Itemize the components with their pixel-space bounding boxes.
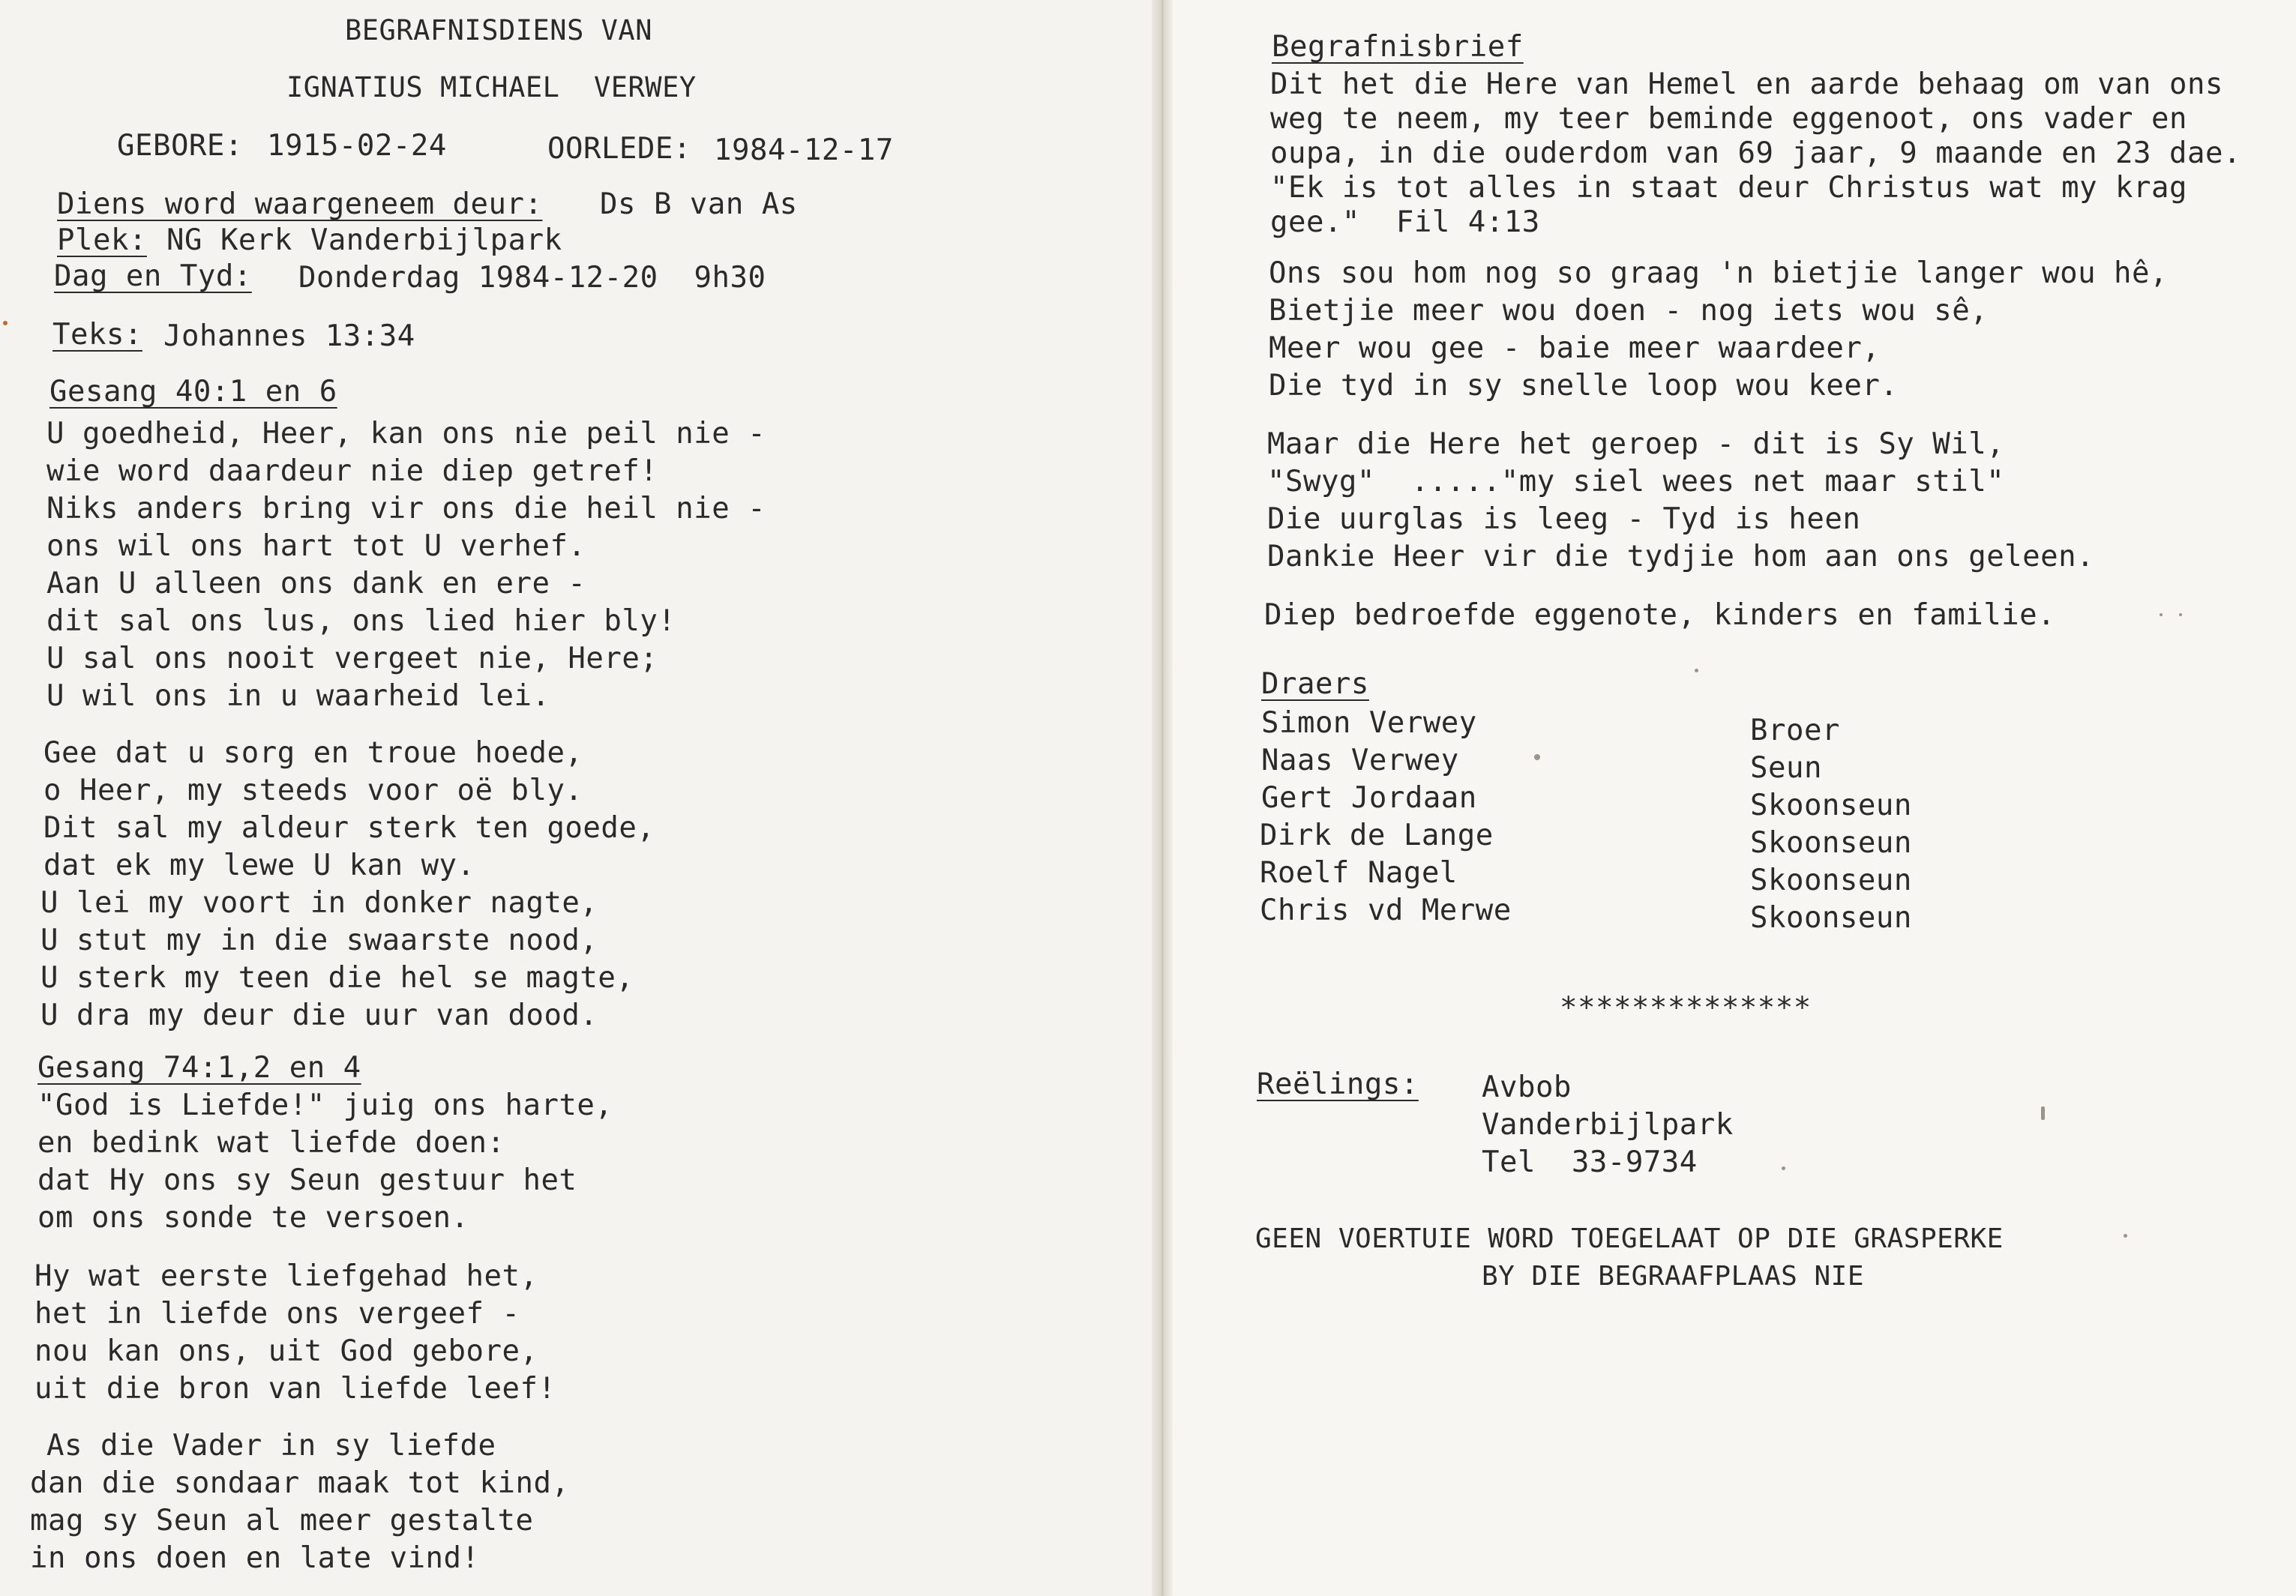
arrangements-label: Reëlings: bbox=[1257, 1067, 1419, 1101]
poem-line: Maar die Here het geroep - dit is Sy Wil, bbox=[1267, 427, 2005, 461]
verse-line: mag sy Seun al meer gestalte bbox=[30, 1504, 534, 1538]
verse-line: Dit sal my aldeur sterk ten goede, bbox=[43, 811, 655, 845]
ink-speck bbox=[1782, 1166, 1785, 1170]
letter-line: "Ek is tot alles in staat deur Christus wat my krag bbox=[1270, 171, 2187, 205]
bearer-name: Simon Verwey bbox=[1261, 706, 1477, 740]
ink-speck bbox=[2179, 613, 2182, 616]
poem-line: "Swyg" ....."my siel wees net maar stil" bbox=[1267, 465, 2005, 499]
notice-line-1: GEEN VOERTUIE WORD TOEGELAAT OP DIE GRASPERKE bbox=[1255, 1223, 2004, 1254]
datetime-value: Donderdag 1984-12-20 9h30 bbox=[298, 261, 766, 295]
arrangements-line: Tel 33-9734 bbox=[1482, 1145, 1698, 1179]
verse-line: dat Hy ons sy Seun gestuur het bbox=[37, 1163, 577, 1197]
letter-line: weg te neem, my teer beminde eggenoot, ons vader en bbox=[1270, 102, 2187, 136]
verse-line: wie word daardeur nie diep getref! bbox=[46, 454, 658, 488]
verse-line: U sterk my teen die hel se magte, bbox=[40, 961, 634, 995]
verse-line: U lei my voort in donker nagte, bbox=[40, 886, 598, 920]
hymn2-heading: Gesang 74:1,2 en 4 bbox=[37, 1051, 361, 1085]
poem-line: Dankie Heer vir die tydjie hom aan ons geleen. bbox=[1267, 540, 2095, 573]
verse-line: As die Vader in sy liefde bbox=[46, 1429, 496, 1463]
verse-line: ons wil ons hart tot U verhef. bbox=[46, 529, 586, 563]
bearer-name: Roelf Nagel bbox=[1260, 856, 1458, 890]
verse-line: uit die bron van liefde leef! bbox=[34, 1372, 556, 1406]
ink-speck bbox=[2124, 1234, 2127, 1238]
letter-line: Dit het die Here van Hemel en aarde behaag om van ons bbox=[1270, 67, 2223, 101]
born-date: 1915-02-24 bbox=[267, 129, 447, 163]
center-fold bbox=[1152, 0, 1173, 1596]
bearer-relation: Seun bbox=[1750, 751, 1822, 785]
bearer-name: Naas Verwey bbox=[1261, 744, 1459, 777]
bearer-name: Dirk de Lange bbox=[1260, 819, 1494, 852]
datetime-label: Dag en Tyd: bbox=[54, 259, 252, 293]
ink-speck bbox=[1695, 669, 1698, 672]
hymn1-heading: Gesang 40:1 en 6 bbox=[49, 375, 337, 409]
mourners-line: Diep bedroefde eggenote, kinders en familie. bbox=[1264, 598, 2056, 632]
bearer-relation: Skoonseun bbox=[1750, 789, 1912, 822]
letter-heading: Begrafnisbrief bbox=[1272, 30, 1524, 64]
arrangements-line: Avbob bbox=[1482, 1070, 1572, 1104]
poem-line: Ons sou hom nog so graag 'n bietjie langer wou hê, bbox=[1269, 256, 2168, 290]
verse-line: "God is Liefde!" juig ons harte, bbox=[37, 1088, 613, 1122]
verse-line: en bedink wat liefde doen: bbox=[37, 1126, 505, 1160]
arrangements-line: Vanderbijlpark bbox=[1482, 1108, 1734, 1142]
bearer-relation: Skoonseun bbox=[1750, 864, 1912, 897]
verse-line: U goedheid, Heer, kan ons nie peil nie - bbox=[46, 417, 766, 451]
verse-line: dit sal ons lus, ons lied hier bly! bbox=[46, 604, 676, 638]
poem-line: Die uurglas is leeg - Tyd is heen bbox=[1267, 502, 1861, 536]
verse-line: Aan U alleen ons dank en ere - bbox=[46, 567, 586, 600]
verse-line: het in liefde ons vergeef - bbox=[34, 1297, 520, 1331]
bearer-name: Chris vd Merwe bbox=[1260, 894, 1512, 927]
verse-line: dat ek my lewe U kan wy. bbox=[43, 849, 475, 882]
poem-line: Meer wou gee - baie meer waardeer, bbox=[1269, 331, 1881, 365]
verse-line: U stut my in die swaarste nood, bbox=[40, 924, 598, 957]
died-date: 1984-12-17 bbox=[714, 133, 894, 167]
verse-line: nou kan ons, uit God gebore, bbox=[34, 1334, 538, 1368]
letter-line: oupa, in die ouderdom van 69 jaar, 9 maande en 23 dae. bbox=[1270, 136, 2241, 170]
place-value: NG Kerk Vanderbijlpark bbox=[166, 223, 562, 257]
place-label: Plek: bbox=[57, 223, 147, 257]
bearer-relation: Skoonseun bbox=[1750, 826, 1912, 860]
officiant-label: Diens word waargeneem deur: bbox=[57, 187, 543, 221]
verse-line: U sal ons nooit vergeet nie, Here; bbox=[46, 642, 658, 675]
poem-line: Die tyd in sy snelle loop wou keer. bbox=[1269, 369, 1899, 403]
verse-line: om ons sonde te versoen. bbox=[37, 1201, 469, 1235]
verse-line: Niks anders bring vir ons die heil nie - bbox=[46, 492, 766, 526]
verse-line: U wil ons in u waarheid lei. bbox=[46, 679, 550, 713]
verse-line: in ons doen en late vind! bbox=[30, 1541, 480, 1575]
died-label: OORLEDE: bbox=[547, 132, 691, 166]
bearer-name: Gert Jordaan bbox=[1261, 781, 1477, 815]
verse-line: Gee dat u sorg en troue hoede, bbox=[43, 736, 583, 770]
officiant-value: Ds B van As bbox=[600, 187, 798, 221]
notice-line-2: BY DIE BEGRAAFPLAAS NIE bbox=[1482, 1261, 1864, 1292]
bearers-heading: Draers bbox=[1261, 667, 1369, 701]
verse-line: o Heer, my steeds voor oë bly. bbox=[43, 774, 583, 807]
born-label: GEBORE: bbox=[117, 129, 243, 163]
ink-speck bbox=[2160, 613, 2163, 616]
bearer-relation: Broer bbox=[1750, 714, 1840, 747]
text-label: Teks: bbox=[52, 318, 142, 352]
ink-speck bbox=[2041, 1106, 2045, 1120]
verse-line: U dra my deur die uur van dood. bbox=[40, 999, 598, 1032]
separator-asterisks: ************** bbox=[1560, 991, 1812, 1025]
letter-line: gee." Fil 4:13 bbox=[1270, 205, 1540, 239]
ink-speck bbox=[3, 321, 7, 325]
bearer-relation: Skoonseun bbox=[1750, 901, 1912, 935]
ink-speck bbox=[1534, 754, 1540, 760]
verse-line: dan die sondaar maak tot kind, bbox=[30, 1466, 570, 1500]
text-value: Johannes 13:34 bbox=[163, 319, 415, 353]
poem-line: Bietjie meer wou doen - nog iets wou sê, bbox=[1269, 294, 1989, 328]
verse-line: Hy wat eerste liefgehad het, bbox=[34, 1259, 538, 1293]
program-title: BEGRAFNISDIENS VAN bbox=[345, 14, 652, 46]
deceased-name: IGNATIUS MICHAEL VERWEY bbox=[286, 71, 697, 103]
